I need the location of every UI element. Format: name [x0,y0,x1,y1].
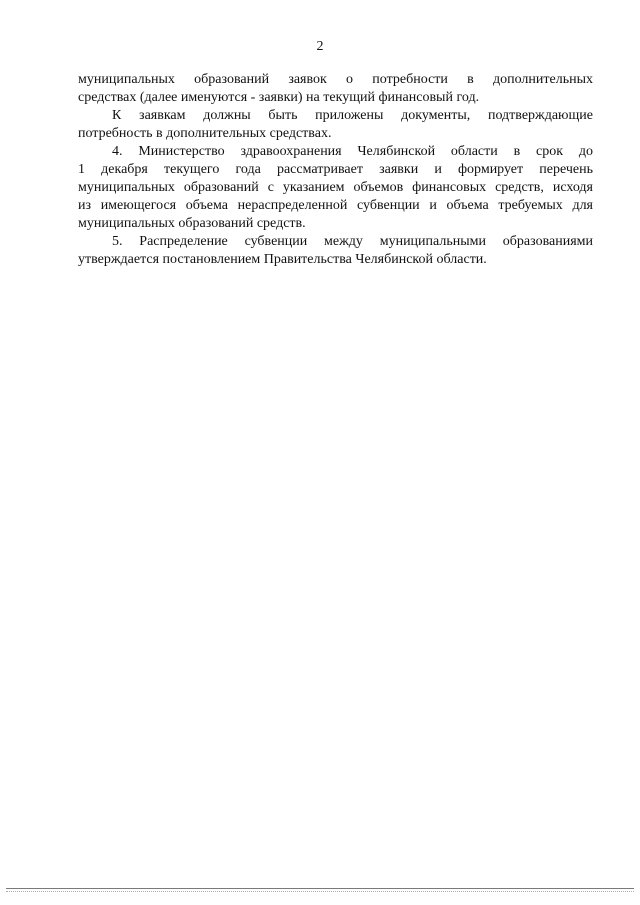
paragraph-item-5 [78,233,593,269]
text-line: 4. Министерство здравоохранения Челябинской области в срок до [112,144,593,159]
text-line: 1 декабря текущего года рассматривает заявки и формирует перечень [78,162,593,177]
footer-rule-secondary [6,891,634,892]
text-line: муниципальных образований заявок о потребности в дополнительных [78,72,593,87]
text-line: из имеющегося объема нераспределенной субвенции и объема требуемых для [78,198,593,213]
document-body [78,71,593,269]
paragraph-attachments [78,107,593,143]
text-line: утверждается постановлением Правительства Челябинской области. [78,252,487,267]
paragraph-continuation [78,71,593,107]
page-number: 2 [316,39,324,54]
paragraph-item-4 [78,143,593,233]
text-line: средствах (далее именуются - заявки) на текущий финансовый год. [78,90,480,105]
text-line: 5. Распределение субвенции между муниципальными образованиями [112,234,593,249]
text-line: К заявкам должны быть приложены документы, подтверждающие [112,108,593,123]
text-line: муниципальных образований средств. [78,216,306,231]
footer-rule [6,888,634,889]
text-line: муниципальных образований с указанием объемов финансовых средств, исходя [78,180,593,195]
text-line: потребность в дополнительных средствах. [78,126,332,141]
